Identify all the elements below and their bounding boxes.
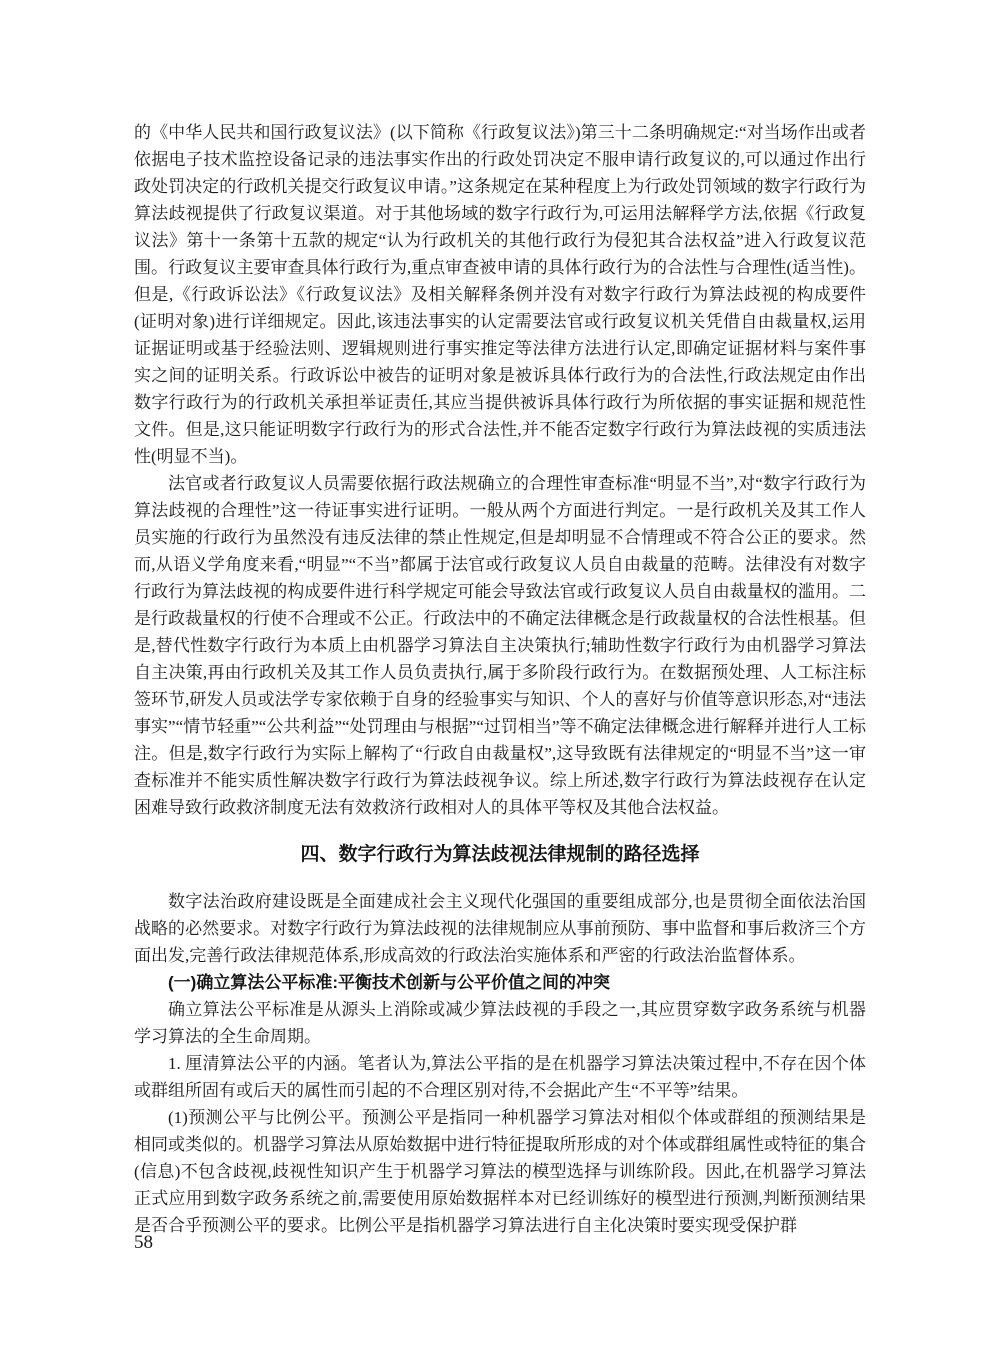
page-number: 58: [134, 1232, 153, 1253]
paragraph: 1. 厘清算法公平的内涵。笔者认为,算法公平指的是在机器学习算法决策过程中,不存在因个体或群组所固有或后天的属性而引起的不合理区别对待,不会据此产生“不平等”结果。: [134, 1054, 866, 1100]
article-body: [134, 119, 866, 1239]
subsection-heading: (一)确立算法公平标准:平衡技术创新与公平价值之间的冲突: [168, 973, 610, 992]
paragraph: 数字法治政府建设既是全面建成社会主义现代化强国的重要组成部分,也是贯彻全面依法治国战略的必然要求。对数字行政行为算法歧视的法律规制应从事前预防、事中监督和事后救济三个方面出发,完善行政法律规范体系,形成高效的行政法治实施体系和严密的行政法治监督体系。: [134, 892, 866, 965]
paragraph: 确立算法公平标准是从源头上消除或减少算法歧视的手段之一,其应贯穿数字政务系统与机器学习算法的全生命周期。: [134, 1000, 866, 1046]
page-footer: [134, 1232, 153, 1254]
paragraph: (1)预测公平与比例公平。预测公平是指同一种机器学习算法对相似个体或群组的预测结果是相同或类似的。机器学习算法从原始数据中进行特征提取所形成的对个体或群组属性或特征的集合(信息)不包含歧视,歧视性知识产生于机器学习算法的模型选择与训练阶段。因此,在机器学习算法正式应用到数字政务系统之前,需要使用原始数据样本对已经训练好的模型进行预测,判断预测结果是否合乎预测公平的要求。比例公平是指机器学习算法进行自主化决策时要实现受保护群: [134, 1108, 866, 1235]
paragraph-continuation: 的《中华人民共和国行政复议法》(以下简称《行政复议法》)第三十二条明确规定:“对当场作出或者依据电子技术监控设备记录的违法事实作出的行政处罚决定不服申请行政复议的,可以通过作出行政处罚决定的行政机关提交行政复议申请。”这条规定在某种程度上为行政处罚领域的数字行政行为算法歧视提供了行政复议渠道。对于其他场域的数字行政行为,可运用法解释学方法,依据《行政复议法》第十一条第十五款的规定“认为行政机关的其他行政行为侵犯其合法权益”进入行政复议范围。行政复议主要审查具体行政行为,重点审查被申请的具体行政行为的合法性与合理性(适当性)。但是,《行政诉讼法》《行政复议法》及相关解释条例并没有对数字行政行为算法歧视的构成要件(证明对象)进行详细规定。因此,该违法事实的认定需要法官或行政复议机关凭借自由裁量权,运用证据证明或基于经验法则、逻辑规则进行事实推定等法律方法进行认定,即确定证据材料与案件事实之间的证明关系。行政诉讼中被告的证明对象是被诉具体行政行为的合法性,行政法规定由作出数字行政行为的行政机关承担举证责任,其应当提供被诉具体行政行为所依据的事实证据和规范性文件。但是,这只能证明数字行政行为的形式合法性,并不能否定数字行政行为算法歧视的实质违法性(明显不当)。: [134, 123, 866, 466]
paragraph: 法官或者行政复议人员需要依据行政法规确立的合理性审查标准“明显不当”,对“数字行政行为算法歧视的合理性”这一待证事实进行证明。一般从两个方面进行判定。一是行政机关及其工作人员实施的行政行为虽然没有违反法律的禁止性规定,但是却明显不合情理或不符合公正的要求。然而,从语义学角度来看,“明显”“不当”都属于法官或行政复议人员自由裁量的范畴。法律没有对数字行政行为算法歧视的构成要件进行科学规定可能会导致法官或行政复议人员自由裁量权的滥用。二是行政裁量权的行使不合理或不公正。行政法中的不确定法律概念是行政裁量权的合法性根基。但是,替代性数字行政行为本质上由机器学习算法自主决策执行;辅助性数字行政行为由机器学习算法自主决策,再由行政机关及其工作人员负责执行,属于多阶段行政行为。在数据预处理、人工标注标签环节,研发人员或法学专家依赖于自身的经验事实与知识、个人的喜好与价值等意识形态,对“违法事实”“情节轻重”“公共利益”“处罚理由与根据”“过罚相当”等不确定法律概念进行解释并进行人工标注。但是,数字行政行为实际上解构了“行政自由裁量权”,这导致既有法律规定的“明显不当”这一审查标准并不能实质性解决数字行政行为算法歧视争议。综上所述,数字行政行为算法歧视存在认定困难导致行政救济制度无法有效救济行政相对人的具体平等权及其他合法权益。: [134, 474, 866, 817]
section-heading: 四、数字行政行为算法歧视法律规制的路径选择: [300, 844, 700, 865]
